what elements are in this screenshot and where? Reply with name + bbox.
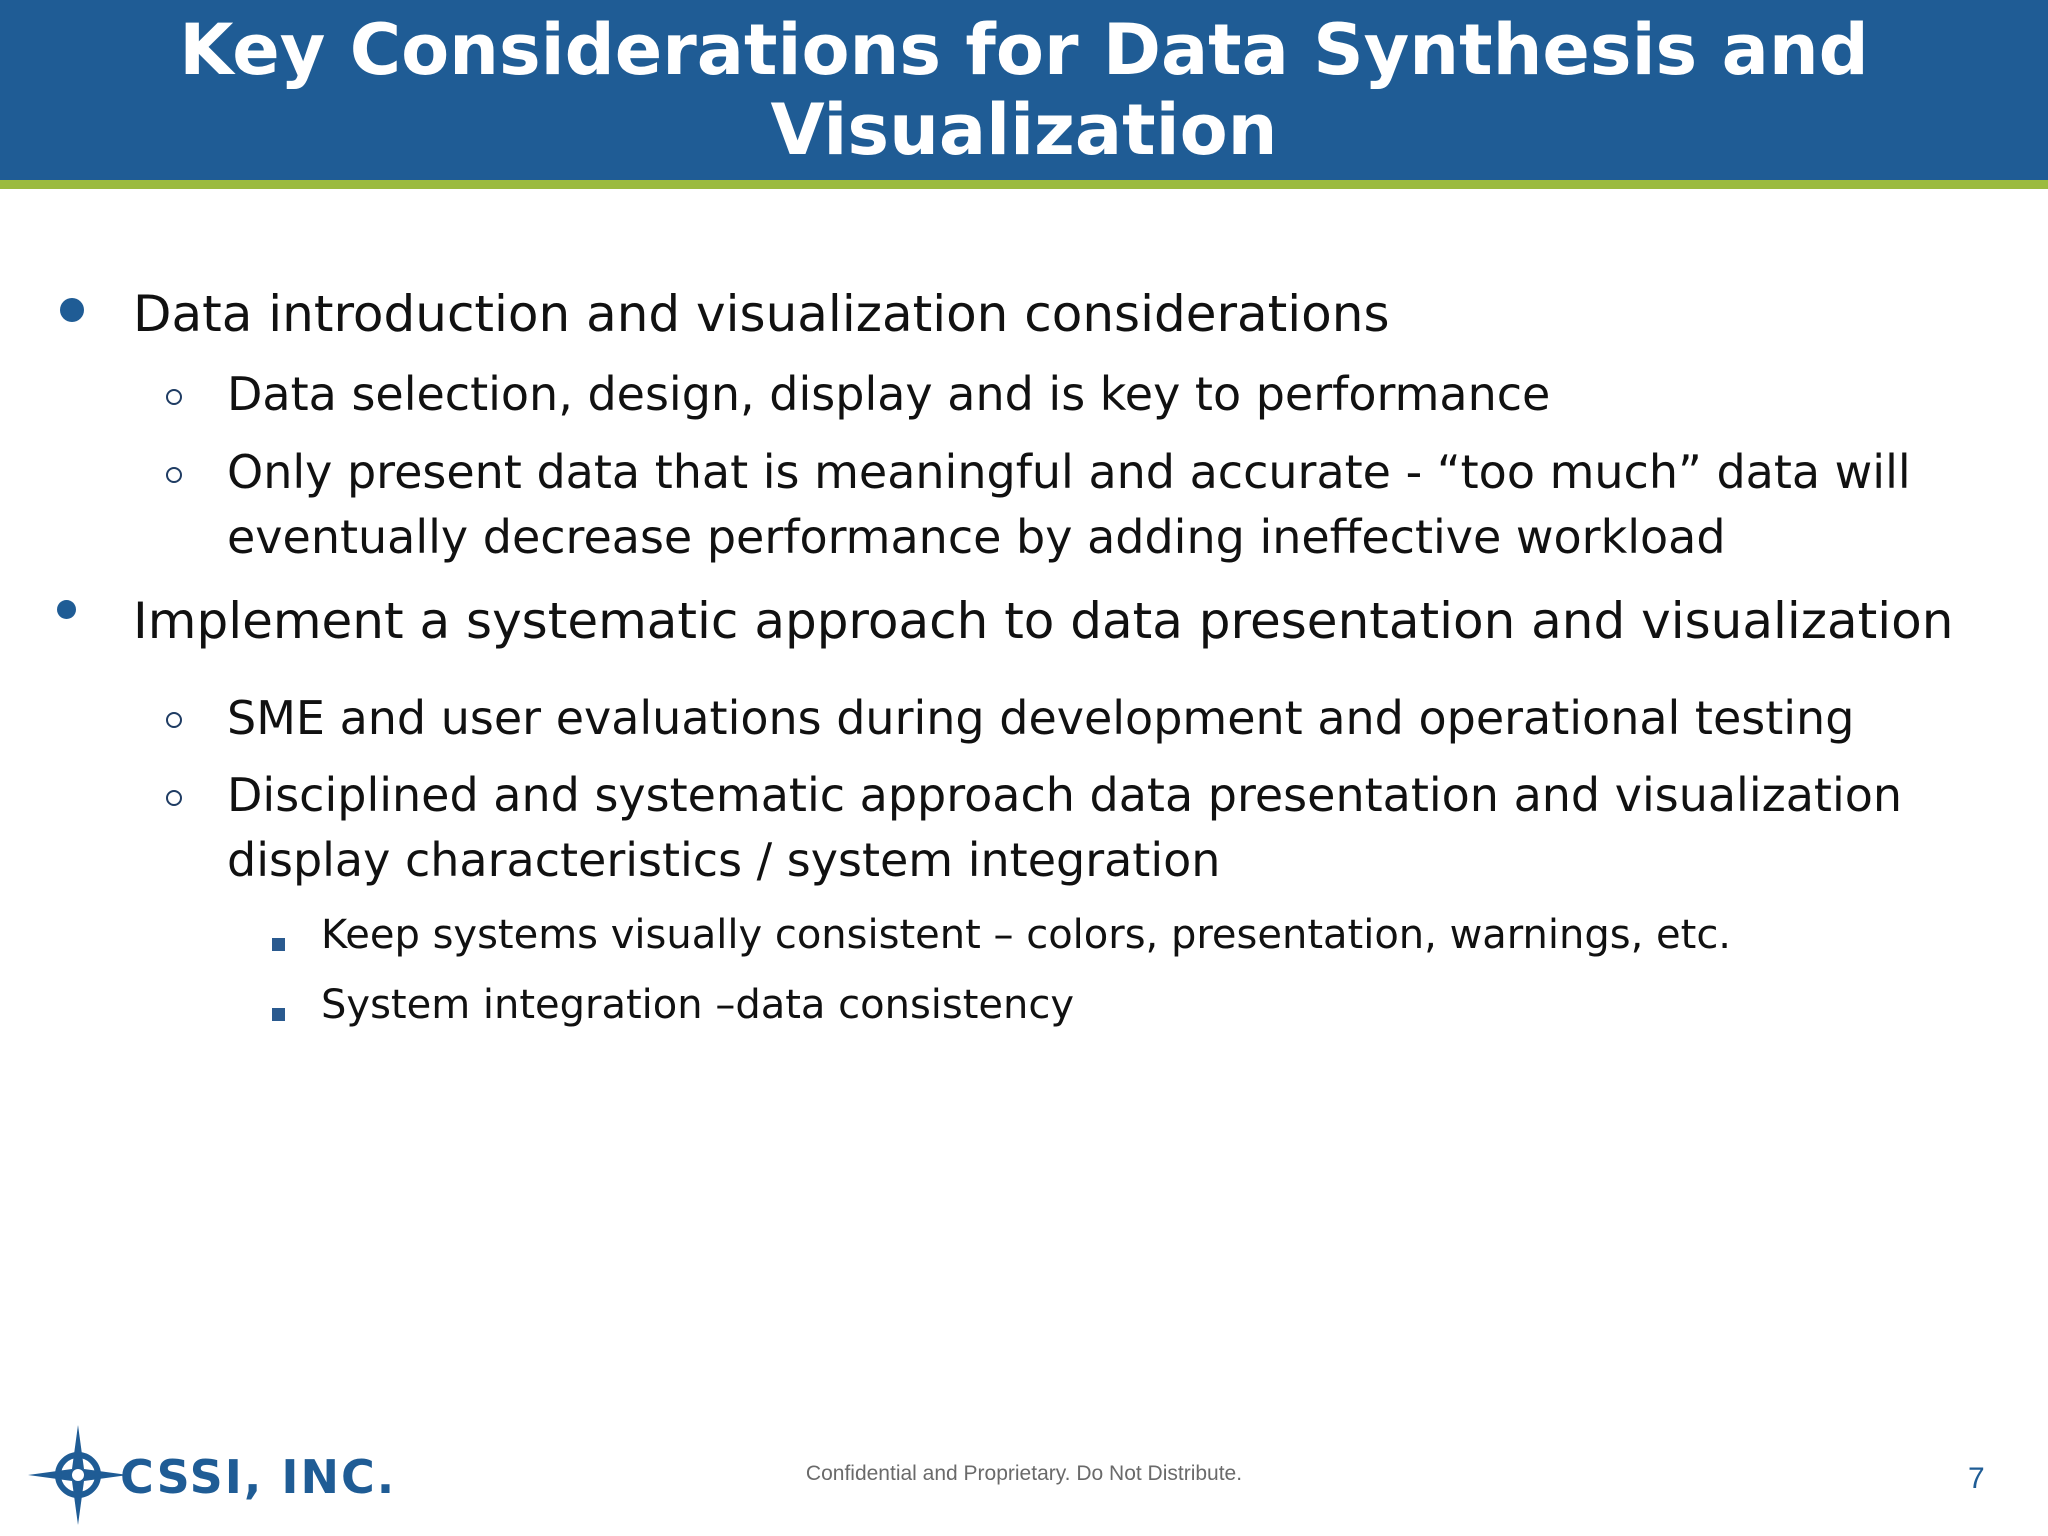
bullet-ring-icon <box>166 389 182 405</box>
bullet-2-2-1: Keep systems visually consistent – colors, presentation, warnings, etc. <box>321 912 1732 958</box>
bullet-2-2-2: System integration –data consistency <box>321 982 1075 1028</box>
slide-title: Key Considerations for Data Synthesis and Visualization <box>179 9 1869 171</box>
bullet-1-2: Only present data that is meaningful and accurate - “too much” data will eventually decrease performance by adding ineffective workload <box>227 445 1911 564</box>
bullet-dot-icon <box>57 600 76 619</box>
bullet-ring-icon <box>166 790 182 806</box>
page-number: 7 <box>1968 1462 1985 1495</box>
bullet-2-1: SME and user evaluations during development and operational testing <box>227 691 1855 745</box>
bullet-1: Data introduction and visualization considerations <box>133 285 1390 343</box>
bullet-1-1: Data selection, design, display and is key to performance <box>227 367 1551 421</box>
bullet-2-2: Disciplined and systematic approach data presentation and visualization display characteristics / system integration <box>227 768 1903 887</box>
svg-text:CSSI, INC.: CSSI, INC. <box>120 1453 397 1501</box>
bullet-square-icon <box>272 1008 285 1021</box>
bullet-ring-icon <box>166 467 182 483</box>
bullet-ring-icon <box>166 712 182 728</box>
bullet-2: Implement a systematic approach to data presentation and visualization <box>133 592 1954 650</box>
bullet-square-icon <box>272 938 285 951</box>
bullet-dot-icon <box>60 298 84 322</box>
footer-confidential: Confidential and Proprietary. Do Not Distribute. <box>805 1462 1243 1485</box>
